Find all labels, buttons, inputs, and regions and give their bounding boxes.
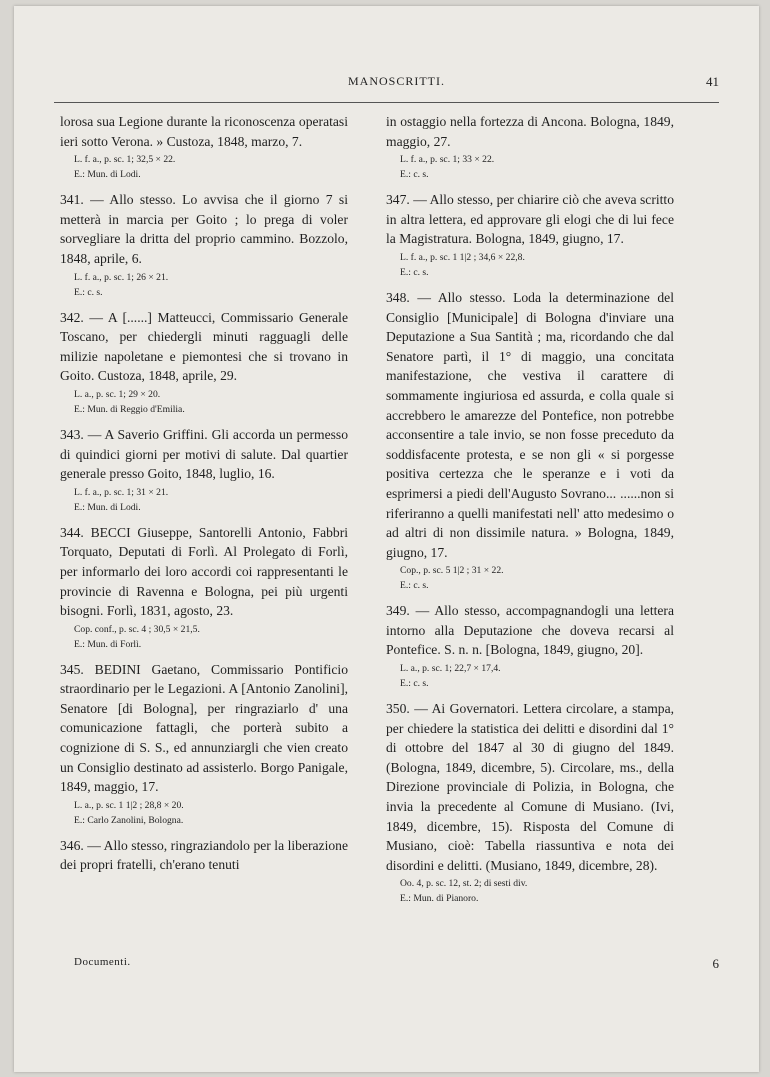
entry-physical-description: L. a., p. sc. 1; 29 × 20. bbox=[74, 388, 161, 400]
entry-text: lorosa sua Legione durante la riconoscenza operatasi ieri sotto Verona. » Custoza, 1848, marzo, 7. bbox=[60, 114, 348, 149]
entry-text: 347. — Allo stesso, per chiarire ciò che aveva scritto in altra lettera, ed approvare gli elogi che di lui fece la Magistratura. Bologna, 1849, giugno, 17. bbox=[386, 192, 674, 247]
catalog-entry bbox=[60, 523, 348, 651]
entry-owner: E.: Mun. di Pianoro. bbox=[400, 893, 479, 905]
entry-text: 342. — A [......] Matteucci, Commissario Generale Toscano, per chiedergli minuti ragguagli delle milizie napoletane e piemontesi che si trovano in Goito. Custoza, 1848, aprile, 29. bbox=[60, 309, 348, 384]
signature-mark: Documenti. bbox=[74, 956, 131, 968]
header-rule bbox=[54, 102, 719, 103]
catalog-entry bbox=[60, 190, 348, 298]
entry-owner: E.: Mun. di Reggio d'Emilia. bbox=[74, 403, 185, 415]
entry-physical-description: Cop., p. sc. 5 1|2 ; 31 × 22. bbox=[400, 565, 504, 577]
catalog-entry bbox=[60, 112, 348, 181]
entry-text: 349. — Allo stesso, accompagnandogli una lettera intorno alla Deputazione che doveva recarsi al Pontefice. S. n. n. [Bologna, 1849, giugno, 20]. bbox=[386, 603, 674, 658]
page-number: 41 bbox=[706, 74, 719, 89]
entry-owner: E.: c. s. bbox=[74, 286, 103, 298]
entry-owner: E.: Mun. di Lodi. bbox=[74, 501, 141, 513]
entry-physical-description: Oo. 4, p. sc. 12, st. 2; di sesti div. bbox=[400, 878, 528, 890]
entry-physical-description: L. f. a., p. sc. 1 1|2 ; 34,6 × 22,8. bbox=[400, 251, 525, 263]
entry-text: 348. — Allo stesso. Loda la determinazione del Consiglio [Municipale] di Bologna d'inviare una Deputazione a Sua Santità ; ma, ricordando che dal Senatore partì, il 1° di maggio, una concitata manifestazione, che vestiva il carattere di sommamente ingiuriosa ed assurda, e colla quale si accrebbero le amarezze del Pontefice, non potrebbe acconsentire a tale invio, se non fosse preceduto da soddisfacente protesta, e se non gli « si porgesse positiva certezza che le speranze e i voti da esprimersi a piedi dell'Augusto Sovrano... ......non si riferiranno a quelli manifestati nell' atto medesimo o ad altri di non dissimile natura. » Bologna, 1849, giugno, 17. bbox=[386, 289, 674, 560]
entry-owner: E.: Mun. di Forlì. bbox=[74, 638, 142, 650]
entry-owner: E.: c. s. bbox=[400, 169, 429, 181]
entry-owner: E.: c. s. bbox=[400, 266, 429, 278]
entry-owner: E.: Carlo Zanolini, Bologna. bbox=[74, 814, 184, 826]
right-column bbox=[386, 112, 674, 914]
entry-owner: E.: c. s. bbox=[400, 678, 429, 690]
catalog-entry bbox=[386, 601, 674, 690]
catalog-entry bbox=[386, 288, 674, 592]
entry-text: 346. — Allo stesso, ringraziandolo per la liberazione dei propri fratelli, ch'erano tenuti bbox=[60, 837, 348, 873]
catalog-entry bbox=[60, 425, 348, 514]
entry-text: 345. BEDINI Gaetano, Commissario Pontificio straordinario per le Legazioni. A [Antonio Zanolini], Senatore [di Bologna], per ringraziarlo d' una comunicazione fattagli, che porterà subito a cognizione di S. S., ed annunziargli che vien creato un Consiglio destinato ad assisterlo. Borgo Panigale, 1849, maggio, 17. bbox=[60, 661, 348, 795]
entry-text: 344. BECCI Giuseppe, Santorelli Antonio, Fabbri Torquato, Deputati di Forlì. Al Prolegato di Forlì, per informarlo dei loro accordi coi rappresentanti le provincie di Ravenna e Bologna, pei più urgenti bisogni. Forlì, 1831, agosto, 23. bbox=[60, 524, 348, 619]
entry-text: 341. — Allo stesso. Lo avvisa che il giorno 7 si metterà in marcia per Goito ; lo prega di voler sorvegliare la dritta del proprio cammino. Bozzolo, 1848, aprile, 6. bbox=[60, 192, 348, 266]
entry-owner: E.: c. s. bbox=[400, 580, 429, 592]
catalog-entry bbox=[60, 836, 348, 875]
catalog-entry bbox=[60, 660, 348, 827]
entry-physical-description: L. f. a., p. sc. 1; 33 × 22. bbox=[400, 154, 495, 166]
catalog-entry bbox=[386, 699, 674, 905]
page-header bbox=[74, 74, 719, 94]
entry-text: 350. — Ai Governatori. Lettera circolare, a stampa, per chiedere la statistica dei delitti e disordini dal 1° di ottobre del 1847 al 30 di giugno del 1849. (Bologna, 1849, dicembre, 5). Circolare, ms., della Direzione provinciale di Polizia, in Bologna, che invia la precedente al Comune di Musiano. (Ivi, 1849, dicembre, 15). Risposta del Comune di Musiano, cioè: Tabella riassuntiva e nota dei disordini e delitti. (Musiano, 1849, dicembre, 28). bbox=[386, 701, 674, 873]
entry-physical-description: L. a., p. sc. 1 1|2 ; 28,8 × 20. bbox=[74, 799, 184, 811]
page-footer bbox=[74, 956, 719, 972]
catalog-entry bbox=[386, 190, 674, 279]
catalog-entry bbox=[60, 308, 348, 416]
entry-text: in ostaggio nella fortezza di Ancona. Bologna, 1849, maggio, 27. bbox=[386, 114, 674, 149]
entry-text: 343. — A Saverio Griffini. Gli accorda un permesso di quindici giorni per motivi di salute. Dal quartier generale presso Goito, 1848, luglio, 16. bbox=[60, 426, 348, 482]
entry-physical-description: L. f. a., p. sc. 1; 32,5 × 22. bbox=[74, 154, 176, 166]
catalog-entry bbox=[386, 112, 674, 181]
document-page bbox=[14, 6, 759, 1072]
running-title: MANOSCRITTI. bbox=[347, 74, 445, 88]
left-column bbox=[60, 112, 348, 884]
entry-physical-description: L. f. a., p. sc. 1; 26 × 21. bbox=[74, 271, 169, 283]
entry-physical-description: Cop. conf., p. sc. 4 ; 30,5 × 21,5. bbox=[74, 623, 200, 635]
sheet-number: 6 bbox=[712, 956, 719, 971]
entry-physical-description: L. a., p. sc. 1; 22,7 × 17,4. bbox=[400, 663, 501, 675]
entry-physical-description: L. f. a., p. sc. 1; 31 × 21. bbox=[74, 486, 169, 498]
entry-owner: E.: Mun. di Lodi. bbox=[74, 169, 141, 181]
